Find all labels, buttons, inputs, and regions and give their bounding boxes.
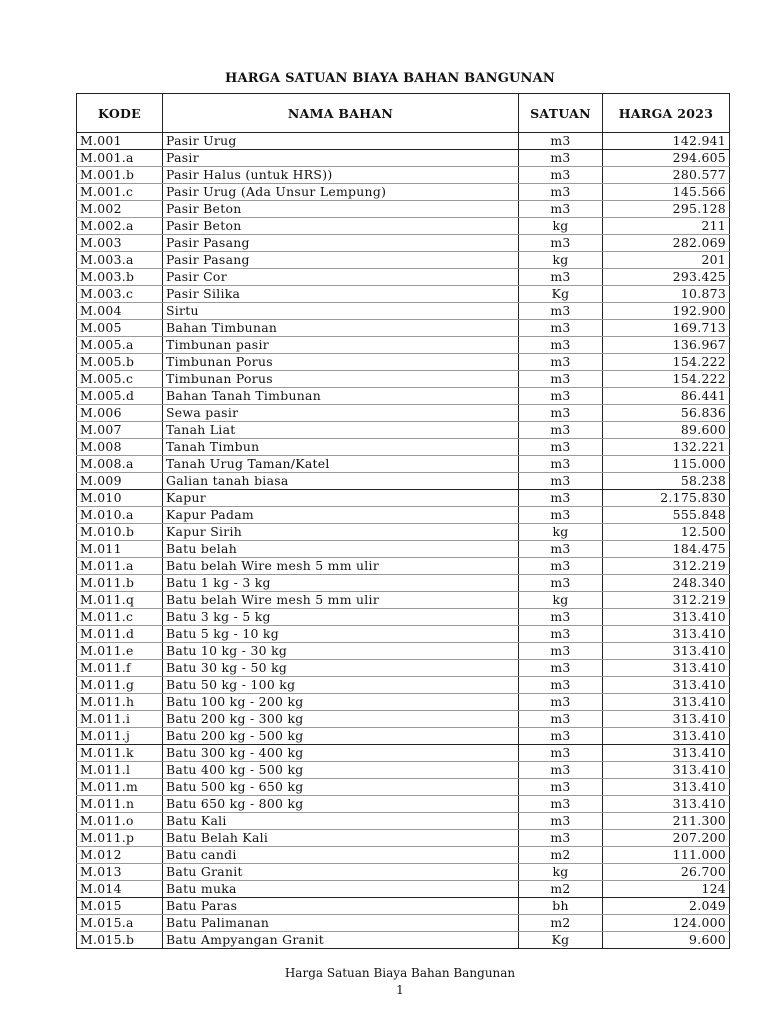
cell-satuan: m3 (519, 762, 603, 779)
table-row (77, 422, 730, 439)
cell-satuan: kg (519, 592, 603, 609)
cell-satuan: m3 (519, 558, 603, 575)
cell-nama-bahan: Batu muka (163, 881, 519, 898)
cell-nama-bahan: Batu 200 kg - 500 kg (163, 728, 519, 745)
cell-satuan: m3 (519, 320, 603, 337)
table-row (77, 728, 730, 745)
cell-satuan: m3 (519, 609, 603, 626)
cell-harga: 86.441 (603, 388, 730, 405)
table-row (77, 201, 730, 218)
cell-kode: M.011 (77, 541, 163, 558)
cell-kode: M.011.i (77, 711, 163, 728)
cell-harga: 555.848 (603, 507, 730, 524)
cell-harga: 58.238 (603, 473, 730, 490)
cell-kode: M.004 (77, 303, 163, 320)
table-row (77, 762, 730, 779)
cell-harga: 312.219 (603, 592, 730, 609)
cell-harga: 9.600 (603, 932, 730, 949)
cell-nama-bahan: Pasir Urug (163, 133, 519, 150)
cell-harga: 169.713 (603, 320, 730, 337)
cell-kode: M.011.m (77, 779, 163, 796)
cell-harga: 313.410 (603, 796, 730, 813)
cell-nama-bahan: Batu 300 kg - 400 kg (163, 745, 519, 762)
table-row (77, 626, 730, 643)
cell-harga: 293.425 (603, 269, 730, 286)
cell-kode: M.010.b (77, 524, 163, 541)
table-row (77, 490, 730, 507)
cell-kode: M.005.d (77, 388, 163, 405)
cell-satuan: m3 (519, 575, 603, 592)
cell-harga: 10.873 (603, 286, 730, 303)
cell-harga: 313.410 (603, 711, 730, 728)
cell-harga: 89.600 (603, 422, 730, 439)
table-row (77, 558, 730, 575)
table-row (77, 898, 730, 915)
cell-nama-bahan: Batu 400 kg - 500 kg (163, 762, 519, 779)
cell-nama-bahan: Batu 5 kg - 10 kg (163, 626, 519, 643)
cell-harga: 313.410 (603, 660, 730, 677)
cell-kode: M.011.p (77, 830, 163, 847)
page-number: 1 (396, 983, 404, 997)
cell-kode: M.010.a (77, 507, 163, 524)
cell-satuan: m3 (519, 167, 603, 184)
cell-kode: M.015.a (77, 915, 163, 932)
cell-satuan: bh (519, 898, 603, 915)
cell-satuan: m3 (519, 337, 603, 354)
table-row (77, 847, 730, 864)
cell-satuan: m3 (519, 507, 603, 524)
cell-nama-bahan: Bahan Timbunan (163, 320, 519, 337)
cell-satuan: kg (519, 524, 603, 541)
cell-harga: 2.049 (603, 898, 730, 915)
table-row (77, 405, 730, 422)
cell-satuan: m3 (519, 490, 603, 507)
table-row (77, 915, 730, 932)
cell-kode: M.011.e (77, 643, 163, 660)
cell-nama-bahan: Batu belah (163, 541, 519, 558)
cell-satuan: m3 (519, 235, 603, 252)
cell-harga: 313.410 (603, 762, 730, 779)
cell-harga: 313.410 (603, 609, 730, 626)
cell-kode: M.011.o (77, 813, 163, 830)
cell-kode: M.011.n (77, 796, 163, 813)
document-title: HARGA SATUAN BIAYA BAHAN BANGUNAN (224, 71, 556, 86)
cell-harga: 248.340 (603, 575, 730, 592)
table-row (77, 388, 730, 405)
cell-harga: 111.000 (603, 847, 730, 864)
cell-satuan: m3 (519, 133, 603, 150)
cell-kode: M.002 (77, 201, 163, 218)
cell-kode: M.005.a (77, 337, 163, 354)
table-row (77, 575, 730, 592)
cell-harga: 154.222 (603, 354, 730, 371)
cell-kode: M.005.b (77, 354, 163, 371)
cell-satuan: m3 (519, 371, 603, 388)
cell-nama-bahan: Batu 1 kg - 3 kg (163, 575, 519, 592)
cell-satuan: m3 (519, 694, 603, 711)
cell-kode: M.010 (77, 490, 163, 507)
table-row (77, 167, 730, 184)
table-row (77, 864, 730, 881)
table-row (77, 779, 730, 796)
cell-harga: 56.836 (603, 405, 730, 422)
table-row (77, 609, 730, 626)
table-row (77, 745, 730, 762)
table-body (77, 133, 730, 949)
cell-nama-bahan: Tanah Liat (163, 422, 519, 439)
cell-nama-bahan: Pasir Halus (untuk HRS)) (163, 167, 519, 184)
cell-nama-bahan: Batu Kali (163, 813, 519, 830)
cell-kode: M.003.b (77, 269, 163, 286)
cell-harga: 192.900 (603, 303, 730, 320)
header-kode: KODE (77, 94, 163, 133)
table-row (77, 133, 730, 150)
cell-satuan: m3 (519, 388, 603, 405)
table-row (77, 303, 730, 320)
cell-harga: 2.175.830 (603, 490, 730, 507)
cell-harga: 124.000 (603, 915, 730, 932)
table-row (77, 541, 730, 558)
cell-kode: M.011.l (77, 762, 163, 779)
table-row (77, 677, 730, 694)
cell-nama-bahan: Batu candi (163, 847, 519, 864)
cell-satuan: m3 (519, 354, 603, 371)
cell-satuan: kg (519, 864, 603, 881)
cell-nama-bahan: Batu belah Wire mesh 5 mm ulir (163, 558, 519, 575)
cell-kode: M.011.d (77, 626, 163, 643)
cell-nama-bahan: Timbunan Porus (163, 354, 519, 371)
cell-nama-bahan: Batu Ampyangan Granit (163, 932, 519, 949)
cell-kode: M.011.g (77, 677, 163, 694)
cell-satuan: m3 (519, 677, 603, 694)
cell-satuan: m3 (519, 473, 603, 490)
cell-kode: M.003.a (77, 252, 163, 269)
cell-satuan: m2 (519, 847, 603, 864)
cell-kode: M.011.c (77, 609, 163, 626)
cell-satuan: m3 (519, 439, 603, 456)
table-row (77, 643, 730, 660)
header-harga: HARGA 2023 (603, 94, 730, 133)
cell-nama-bahan: Batu 50 kg - 100 kg (163, 677, 519, 694)
cell-satuan: m2 (519, 881, 603, 898)
cell-kode: M.011.a (77, 558, 163, 575)
cell-satuan: m2 (519, 915, 603, 932)
table-row (77, 507, 730, 524)
table-row (77, 694, 730, 711)
header-satuan: SATUAN (519, 94, 603, 133)
cell-kode: M.001.b (77, 167, 163, 184)
table-row (77, 711, 730, 728)
cell-nama-bahan: Batu Paras (163, 898, 519, 915)
cell-harga: 211.300 (603, 813, 730, 830)
cell-nama-bahan: Batu 200 kg - 300 kg (163, 711, 519, 728)
cell-nama-bahan: Pasir Urug (Ada Unsur Lempung) (163, 184, 519, 201)
cell-satuan: m3 (519, 303, 603, 320)
table-row (77, 796, 730, 813)
cell-kode: M.014 (77, 881, 163, 898)
cell-satuan: m3 (519, 456, 603, 473)
table-header-row (77, 94, 730, 133)
cell-nama-bahan: Tanah Urug Taman/Katel (163, 456, 519, 473)
table-row (77, 218, 730, 235)
table-row (77, 830, 730, 847)
cell-harga: 313.410 (603, 643, 730, 660)
table-row (77, 524, 730, 541)
cell-kode: M.003.c (77, 286, 163, 303)
cell-harga: 124 (603, 881, 730, 898)
table-row (77, 660, 730, 677)
cell-satuan: m3 (519, 643, 603, 660)
cell-kode: M.003 (77, 235, 163, 252)
table-row (77, 337, 730, 354)
cell-kode: M.005 (77, 320, 163, 337)
cell-nama-bahan: Galian tanah biasa (163, 473, 519, 490)
cell-harga: 12.500 (603, 524, 730, 541)
table-row (77, 286, 730, 303)
cell-nama-bahan: Pasir Silika (163, 286, 519, 303)
cell-nama-bahan: Batu 500 kg - 650 kg (163, 779, 519, 796)
cell-satuan: kg (519, 218, 603, 235)
cell-nama-bahan: Kapur Padam (163, 507, 519, 524)
cell-satuan: Kg (519, 286, 603, 303)
cell-satuan: m3 (519, 541, 603, 558)
cell-nama-bahan: Timbunan Porus (163, 371, 519, 388)
cell-satuan: m3 (519, 711, 603, 728)
cell-satuan: m3 (519, 405, 603, 422)
cell-kode: M.015.b (77, 932, 163, 949)
cell-harga: 207.200 (603, 830, 730, 847)
cell-satuan: Kg (519, 932, 603, 949)
table-row (77, 439, 730, 456)
cell-kode: M.011.j (77, 728, 163, 745)
cell-harga: 313.410 (603, 745, 730, 762)
cell-kode: M.013 (77, 864, 163, 881)
cell-satuan: m3 (519, 184, 603, 201)
cell-harga: 280.577 (603, 167, 730, 184)
cell-harga: 294.605 (603, 150, 730, 167)
cell-harga: 184.475 (603, 541, 730, 558)
cell-kode: M.001.c (77, 184, 163, 201)
cell-harga: 201 (603, 252, 730, 269)
cell-kode: M.015 (77, 898, 163, 915)
cell-harga: 312.219 (603, 558, 730, 575)
cell-nama-bahan: Batu belah Wire mesh 5 mm ulir (163, 592, 519, 609)
cell-satuan: m3 (519, 728, 603, 745)
cell-satuan: kg (519, 252, 603, 269)
cell-harga: 154.222 (603, 371, 730, 388)
cell-harga: 136.967 (603, 337, 730, 354)
cell-harga: 313.410 (603, 779, 730, 796)
cell-kode: M.001 (77, 133, 163, 150)
table-row (77, 235, 730, 252)
cell-nama-bahan: Kapur (163, 490, 519, 507)
cell-nama-bahan: Batu 650 kg - 800 kg (163, 796, 519, 813)
cell-harga: 132.221 (603, 439, 730, 456)
cell-harga: 115.000 (603, 456, 730, 473)
cell-kode: M.005.c (77, 371, 163, 388)
table-row (77, 269, 730, 286)
table-row (77, 150, 730, 167)
cell-nama-bahan: Pasir Pasang (163, 252, 519, 269)
cell-nama-bahan: Pasir (163, 150, 519, 167)
cell-satuan: m3 (519, 269, 603, 286)
cell-satuan: m3 (519, 796, 603, 813)
cell-kode: M.011.k (77, 745, 163, 762)
cell-kode: M.011.q (77, 592, 163, 609)
cell-nama-bahan: Timbunan pasir (163, 337, 519, 354)
table-row (77, 932, 730, 949)
cell-nama-bahan: Bahan Tanah Timbunan (163, 388, 519, 405)
cell-nama-bahan: Sirtu (163, 303, 519, 320)
table-row (77, 252, 730, 269)
cell-harga: 313.410 (603, 626, 730, 643)
cell-kode: M.008 (77, 439, 163, 456)
cell-kode: M.007 (77, 422, 163, 439)
cell-nama-bahan: Batu 3 kg - 5 kg (163, 609, 519, 626)
cell-nama-bahan: Pasir Cor (163, 269, 519, 286)
cell-nama-bahan: Batu 10 kg - 30 kg (163, 643, 519, 660)
cell-nama-bahan: Batu 100 kg - 200 kg (163, 694, 519, 711)
cell-satuan: m3 (519, 422, 603, 439)
cell-kode: M.006 (77, 405, 163, 422)
cell-harga: 313.410 (603, 694, 730, 711)
cell-nama-bahan: Batu Belah Kali (163, 830, 519, 847)
table-row (77, 473, 730, 490)
cell-satuan: m3 (519, 779, 603, 796)
cell-nama-bahan: Kapur Sirih (163, 524, 519, 541)
cell-satuan: m3 (519, 150, 603, 167)
page-footer: Harga Satuan Biaya Bahan Bangunan (284, 966, 516, 980)
cell-harga: 313.410 (603, 677, 730, 694)
cell-nama-bahan: Pasir Beton (163, 201, 519, 218)
cell-nama-bahan: Sewa pasir (163, 405, 519, 422)
cell-nama-bahan: Batu 30 kg - 50 kg (163, 660, 519, 677)
cell-harga: 313.410 (603, 728, 730, 745)
cell-kode: M.002.a (77, 218, 163, 235)
cell-satuan: m3 (519, 745, 603, 762)
cell-harga: 26.700 (603, 864, 730, 881)
cell-satuan: m3 (519, 201, 603, 218)
header-nama-bahan: NAMA BAHAN (163, 94, 519, 133)
cell-kode: M.001.a (77, 150, 163, 167)
table-row (77, 592, 730, 609)
table-row (77, 354, 730, 371)
table-row (77, 456, 730, 473)
cell-nama-bahan: Tanah Timbun (163, 439, 519, 456)
cell-kode: M.011.b (77, 575, 163, 592)
cell-satuan: m3 (519, 660, 603, 677)
table-row (77, 813, 730, 830)
cell-harga: 145.566 (603, 184, 730, 201)
table-row (77, 184, 730, 201)
cell-harga: 295.128 (603, 201, 730, 218)
cell-nama-bahan: Pasir Pasang (163, 235, 519, 252)
table-row (77, 881, 730, 898)
cell-nama-bahan: Batu Palimanan (163, 915, 519, 932)
cell-harga: 142.941 (603, 133, 730, 150)
table-row (77, 320, 730, 337)
cell-satuan: m3 (519, 830, 603, 847)
material-price-table (76, 93, 730, 949)
cell-harga: 282.069 (603, 235, 730, 252)
cell-kode: M.011.h (77, 694, 163, 711)
table-row (77, 371, 730, 388)
cell-nama-bahan: Pasir Beton (163, 218, 519, 235)
cell-kode: M.008.a (77, 456, 163, 473)
cell-satuan: m3 (519, 813, 603, 830)
cell-nama-bahan: Batu Granit (163, 864, 519, 881)
cell-satuan: m3 (519, 626, 603, 643)
cell-kode: M.009 (77, 473, 163, 490)
cell-kode: M.012 (77, 847, 163, 864)
cell-kode: M.011.f (77, 660, 163, 677)
cell-harga: 211 (603, 218, 730, 235)
